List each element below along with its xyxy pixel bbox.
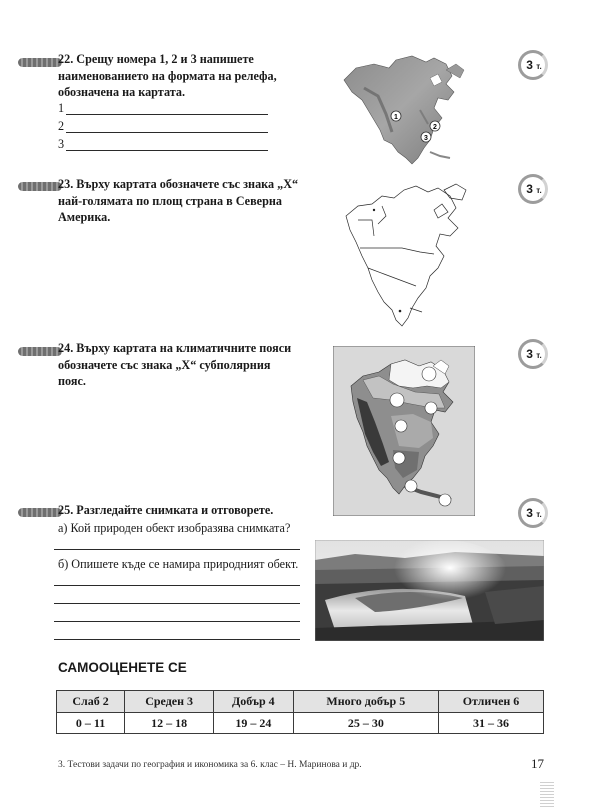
answer-label-2: 2	[58, 119, 65, 133]
question-24-text: 24. Върху картата на климатичните пояси обозначете със знака „Х“ субполярния пояс.	[58, 341, 292, 388]
answer-line-2[interactable]	[66, 132, 268, 133]
climate-zones-map[interactable]	[333, 346, 475, 516]
grade-header: Много добър 5	[293, 691, 438, 713]
question-bullet-25	[18, 508, 62, 517]
grade-range: 0 – 11	[57, 713, 125, 734]
points-badge-25: 3 т.	[515, 495, 553, 533]
points-badge-22: 3 т.	[515, 47, 553, 85]
footer-text: 3. Тестови задачи по география и икономика за 6. клас – Н. Маринова и др.	[58, 760, 362, 770]
grade-header: Слаб 2	[57, 691, 125, 713]
question-23-text: 23. Върху картата обозначете със знака „Х“ най-голямата по площ страна в Северна Америка.	[58, 177, 299, 224]
answer-label-3: 3	[58, 137, 65, 151]
answer-line-25b-1[interactable]	[54, 585, 300, 586]
question-25b-text: б) Опишете къде се намира природният обект.	[58, 557, 299, 571]
grade-range: 31 – 36	[439, 713, 544, 734]
outline-map-north-america[interactable]	[338, 176, 478, 336]
answer-line-25b-2[interactable]	[54, 603, 300, 604]
answer-line-3[interactable]	[66, 150, 268, 151]
question-bullet-22	[18, 58, 62, 67]
relief-map-north-america	[334, 48, 474, 168]
question-25a-text: а) Кой природен обект изобразява снимката?	[58, 521, 291, 535]
answer-line-25b-4[interactable]	[54, 639, 300, 640]
answer-line-25b-3[interactable]	[54, 621, 300, 622]
grades-header-row	[57, 691, 544, 713]
page-edge-marks	[540, 780, 554, 807]
points-badge-24: 3 т.	[515, 336, 553, 374]
grade-range: 19 – 24	[214, 713, 294, 734]
page-number: 17	[531, 756, 544, 771]
answer-label-1: 1	[58, 101, 65, 115]
self-assessment-title: САМООЦЕНЕТЕ СЕ	[58, 660, 187, 675]
grade-range: 12 – 18	[125, 713, 214, 734]
question-bullet-23	[18, 182, 62, 191]
grade-header: Среден 3	[125, 691, 214, 713]
answer-line-1[interactable]	[66, 114, 268, 115]
question-25-text: 25. Разгледайте снимката и отговорете.	[58, 503, 274, 517]
question-bullet-24	[18, 347, 62, 356]
map-marker-2: 2	[433, 124, 437, 131]
waterfall-photo	[315, 540, 544, 641]
points-badge-23: 3 т.	[515, 171, 553, 209]
answer-line-25a[interactable]	[54, 549, 300, 550]
question-22-text: 22. Срещу номера 1, 2 и 3 напишете наименованието на формата на релефа, обозначена на картата.	[58, 52, 277, 99]
grade-header: Отличен 6	[439, 691, 544, 713]
grades-range-row	[57, 713, 544, 734]
map-marker-1: 1	[394, 114, 398, 121]
grade-header: Добър 4	[214, 691, 294, 713]
map-marker-3: 3	[424, 135, 428, 142]
grades-table	[56, 690, 544, 734]
grade-range: 25 – 30	[293, 713, 438, 734]
